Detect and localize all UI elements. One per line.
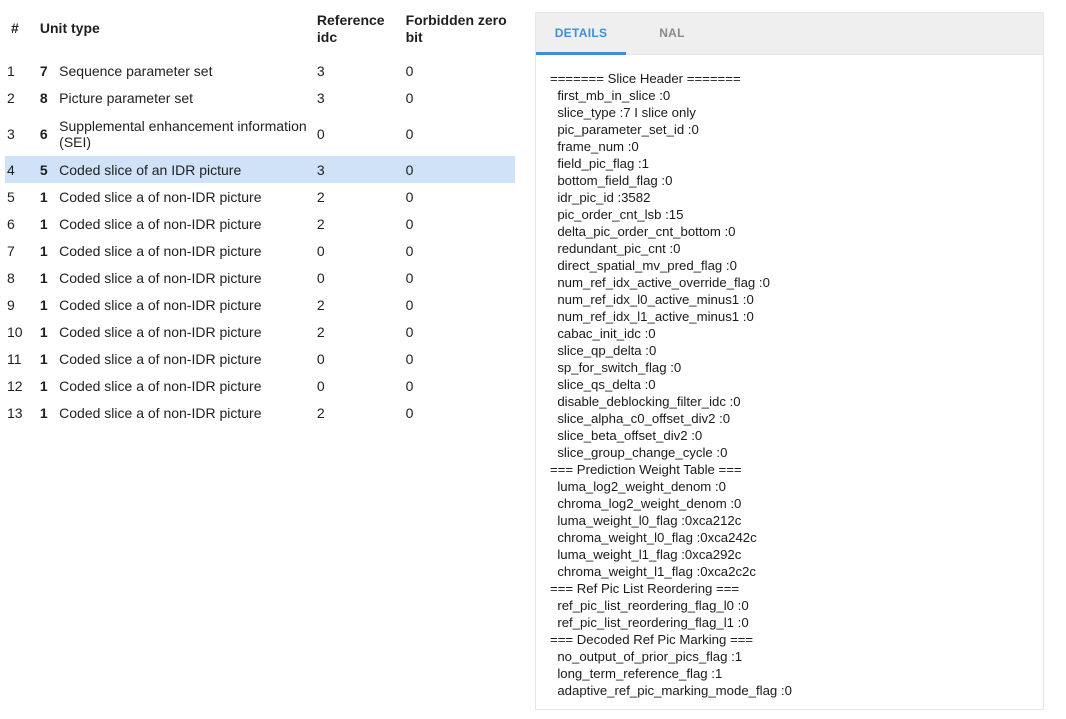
row-reference-idc: 0 (316, 350, 325, 367)
slice-header-details (536, 55, 1043, 699)
row-index: 8 (7, 269, 15, 286)
row-forbidden-zero-bit: 0 (405, 323, 414, 340)
header-forbidden-zero-bit: Forbidden zero bit (405, 11, 507, 45)
table-header-row (5, 0, 515, 57)
details-field: sp_for_switch_flag :0 (550, 360, 682, 375)
details-field: cabac_init_idc :0 (550, 326, 656, 341)
row-type-number: 1 (39, 242, 48, 259)
row-reference-idc: 2 (316, 188, 325, 205)
table-row[interactable] (5, 318, 515, 345)
row-reference-idc: 3 (316, 89, 325, 106)
row-type-name: Supplemental enhancement information (SEI) (59, 117, 307, 150)
row-index: 10 (7, 323, 23, 340)
row-type-name: Coded slice a of non-IDR picture (59, 269, 262, 286)
row-forbidden-zero-bit: 0 (405, 62, 414, 79)
row-index: 12 (7, 377, 23, 394)
details-field: slice_type :7 I slice only (550, 105, 696, 120)
details-field: disable_deblocking_filter_idc :0 (550, 394, 741, 409)
row-reference-idc: 0 (316, 125, 325, 142)
row-index: 3 (7, 125, 15, 142)
row-type-number: 1 (39, 350, 48, 367)
details-field: slice_alpha_c0_offset_div2 :0 (550, 411, 731, 426)
details-field: redundant_pic_cnt :0 (550, 241, 681, 256)
row-type-name: Coded slice of an IDR picture (59, 156, 317, 183)
row-type-number: 1 (39, 323, 48, 340)
row-type-number: 1 (39, 377, 48, 394)
details-field: ref_pic_list_reordering_flag_l1 :0 (550, 615, 749, 630)
row-forbidden-zero-bit: 0 (406, 156, 515, 183)
details-section-heading: === Decoded Ref Pic Marking === (550, 632, 754, 647)
row-type-name: Picture parameter set (59, 89, 193, 106)
row-type-name: Coded slice a of non-IDR picture (59, 323, 262, 340)
row-type-number: 1 (39, 404, 48, 421)
row-reference-idc: 2 (316, 404, 325, 421)
details-field: luma_log2_weight_denom :0 (550, 479, 726, 494)
row-type-name: Coded slice a of non-IDR picture (59, 188, 262, 205)
row-type-name: Coded slice a of non-IDR picture (59, 404, 262, 421)
details-field: direct_spatial_mv_pred_flag :0 (550, 258, 737, 273)
details-field: luma_weight_l1_flag :0xca292c (550, 547, 742, 562)
row-forbidden-zero-bit: 0 (405, 242, 414, 259)
row-index: 4 (5, 156, 40, 183)
details-field: num_ref_idx_l0_active_minus1 :0 (550, 292, 754, 307)
row-forbidden-zero-bit: 0 (405, 296, 414, 313)
details-field: ref_pic_list_reordering_flag_l0 :0 (550, 598, 749, 613)
tab-nal[interactable]: NAL (659, 26, 685, 40)
details-field: num_ref_idx_active_override_flag :0 (550, 275, 770, 290)
row-forbidden-zero-bit: 0 (405, 125, 414, 142)
table-row[interactable] (5, 264, 515, 291)
details-field: pic_order_cnt_lsb :15 (550, 207, 684, 222)
row-type-number: 5 (40, 156, 59, 183)
row-reference-idc: 2 (316, 296, 325, 313)
details-field: slice_qs_delta :0 (550, 377, 656, 392)
details-field: no_output_of_prior_pics_flag :1 (550, 649, 743, 664)
details-field: long_term_reference_flag :1 (550, 666, 723, 681)
details-field: chroma_weight_l1_flag :0xca2c2c (550, 564, 756, 579)
table-row[interactable] (5, 156, 515, 183)
header-index: # (11, 20, 19, 36)
row-type-name: Coded slice a of non-IDR picture (59, 215, 262, 232)
table-row[interactable] (5, 399, 515, 426)
nal-unit-table (5, 0, 515, 426)
row-index: 6 (7, 215, 15, 232)
table-row[interactable] (5, 57, 515, 84)
row-type-number: 1 (39, 215, 48, 232)
row-reference-idc: 2 (316, 323, 325, 340)
row-type-number: 8 (39, 89, 48, 106)
table-row[interactable] (5, 237, 515, 264)
row-forbidden-zero-bit: 0 (405, 269, 414, 286)
details-field: idr_pic_id :3582 (550, 190, 651, 205)
row-type-name: Coded slice a of non-IDR picture (59, 242, 262, 259)
details-field: slice_qp_delta :0 (550, 343, 657, 358)
tab-details[interactable]: DETAILS (536, 13, 626, 55)
details-field: chroma_weight_l0_flag :0xca242c (550, 530, 757, 545)
details-section-heading: ======= Slice Header ======= (550, 71, 741, 86)
details-field: pic_parameter_set_id :0 (550, 122, 699, 137)
row-index: 2 (7, 89, 15, 106)
details-field: bottom_field_flag :0 (550, 173, 673, 188)
row-type-name: Coded slice a of non-IDR picture (59, 377, 262, 394)
details-field: luma_weight_l0_flag :0xca212c (550, 513, 742, 528)
row-reference-idc: 2 (316, 215, 325, 232)
nal-unit-list (5, 0, 515, 426)
row-type-name: Coded slice a of non-IDR picture (59, 350, 262, 367)
row-index: 5 (7, 188, 15, 205)
row-type-name: Sequence parameter set (59, 62, 213, 79)
row-type-number: 1 (39, 269, 48, 286)
row-forbidden-zero-bit: 0 (405, 404, 414, 421)
details-field: slice_beta_offset_div2 :0 (550, 428, 703, 443)
table-row[interactable] (5, 291, 515, 318)
table-row[interactable] (5, 345, 515, 372)
row-index: 13 (7, 404, 23, 421)
details-field: chroma_log2_weight_denom :0 (550, 496, 742, 511)
row-forbidden-zero-bit: 0 (405, 188, 414, 205)
row-reference-idc: 3 (316, 62, 325, 79)
row-index: 11 (7, 350, 22, 367)
row-reference-idc: 0 (316, 269, 325, 286)
row-reference-idc: 0 (316, 377, 325, 394)
table-body (5, 57, 515, 426)
details-field: num_ref_idx_l1_active_minus1 :0 (550, 309, 754, 324)
row-type-number: 1 (39, 296, 48, 313)
row-forbidden-zero-bit: 0 (405, 350, 414, 367)
row-index: 1 (7, 62, 15, 79)
details-field: first_mb_in_slice :0 (550, 88, 671, 103)
details-field: delta_pic_order_cnt_bottom :0 (550, 224, 736, 239)
details-field: adaptive_ref_pic_marking_mode_flag :0 (550, 683, 792, 698)
tab-bar (536, 13, 1043, 55)
row-forbidden-zero-bit: 0 (405, 89, 414, 106)
header-unit-type: Unit type (39, 20, 100, 36)
row-reference-idc: 0 (316, 242, 325, 259)
row-type-number: 7 (39, 62, 48, 79)
row-index: 9 (7, 296, 15, 313)
table-row[interactable] (5, 183, 515, 210)
row-type-number: 1 (39, 188, 48, 205)
row-type-name: Coded slice a of non-IDR picture (59, 296, 262, 313)
row-reference-idc: 3 (317, 156, 406, 183)
details-field: slice_group_change_cycle :0 (550, 445, 728, 460)
details-section-heading: === Prediction Weight Table === (550, 462, 742, 477)
details-section-heading: === Ref Pic List Reordering === (550, 581, 740, 596)
row-forbidden-zero-bit: 0 (405, 377, 414, 394)
details-field: field_pic_flag :1 (550, 156, 649, 171)
row-index: 7 (7, 242, 15, 259)
details-field: frame_num :0 (550, 139, 639, 154)
table-row[interactable] (5, 210, 515, 237)
table-row[interactable] (5, 372, 515, 399)
details-panel (535, 12, 1044, 710)
header-reference-idc: Reference idc (316, 11, 385, 45)
table-row[interactable] (5, 84, 515, 111)
table-row[interactable] (5, 111, 515, 156)
row-type-number: 6 (39, 125, 48, 142)
row-forbidden-zero-bit: 0 (405, 215, 414, 232)
